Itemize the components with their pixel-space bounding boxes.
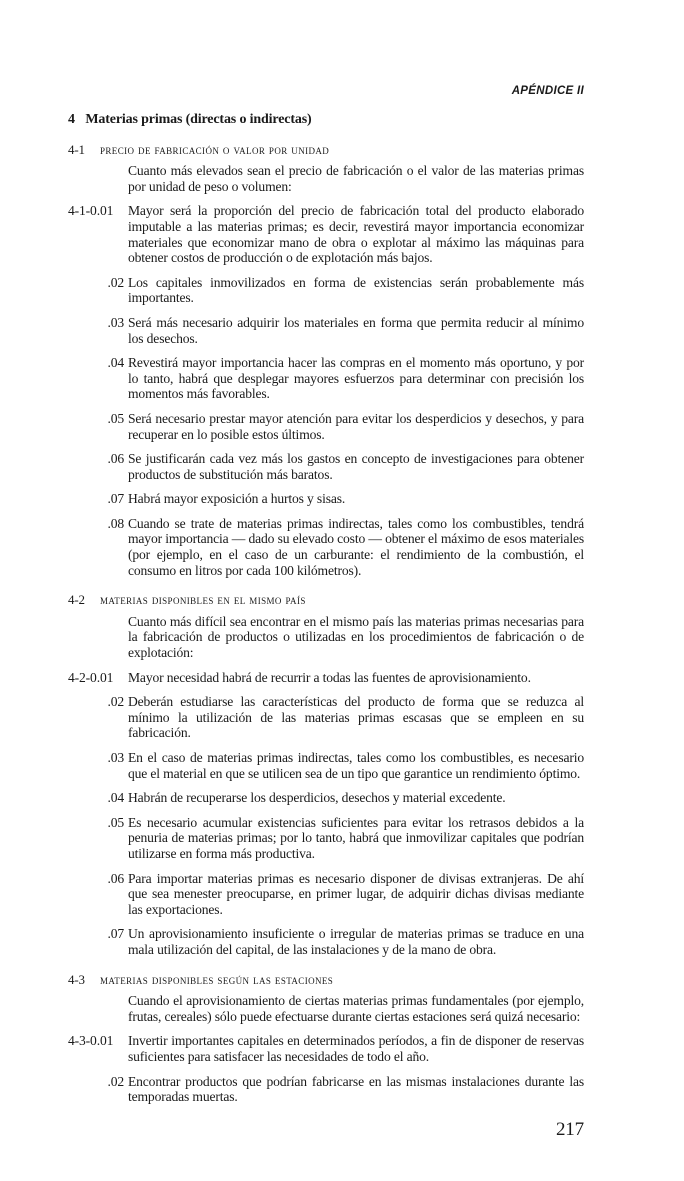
item-text: Un aprovisionamiento insuficiente o irregular de materias primas se traduce en una mala utilización del capital, de las instalaciones y de la mano de obra. [128, 926, 584, 957]
item-number: .03 [107, 750, 124, 765]
item-number: .06 [107, 870, 124, 886]
list-item [60, 1074, 584, 1105]
item-text: Deberán estudiarse las características del producto de forma que se reduzca al mínimo la utilización de las materias primas escasas que se empleen en su fabricación. [128, 694, 584, 741]
item-number: 4-3-0.01 [68, 1033, 114, 1049]
list-item [60, 815, 584, 862]
list-item [60, 926, 584, 957]
item-text: Será más necesario adquirir los materiales en forma que permita reducir al mínimo los desechos. [128, 314, 584, 346]
subsection-intro: Cuanto más elevados sean el precio de fabricación o el valor de las materias primas por unidad de peso o volumen: [128, 163, 584, 194]
item-text: Habrá mayor exposición a hurtos y sisas. [128, 491, 346, 507]
list-item [60, 1033, 584, 1064]
item-text: Habrán de recuperarse los desperdicios, desechos y material excedente. [128, 790, 506, 806]
item-text: Se justificarán cada vez más los gastos en concepto de investigaciones para obtener productos de substitución más baratos. [128, 451, 584, 482]
subsection-intro: Cuanto más difícil sea encontrar en el mismo país las materias primas necesarias para la fabricación de productos o utilizadas en los procedimientos de fabricación o de explotación: [128, 613, 584, 661]
item-number: .02 [107, 274, 124, 290]
subsection-heading [68, 142, 584, 158]
list-item [60, 275, 584, 306]
item-number: .06 [107, 451, 124, 467]
item-text: Los capitales inmovilizados en forma de existencias serán probablemente más importantes. [128, 274, 584, 306]
running-header: APÉNDICE II [511, 85, 584, 97]
item-text: Invertir importantes capitales en determinados períodos, a fin de disponer de reservas suficientes para satisfacer las necesidades de todo el año. [128, 1033, 584, 1064]
list-item [60, 315, 584, 346]
section-title: Materias primas (directas o indirectas) [85, 112, 312, 127]
list-item [60, 790, 584, 806]
item-text: Mayor será la proporción del precio de fabricación total del producto elaborado imputable a las materias primas; es decir, revestirá mayor importancia economizar materiales que economizar mano de obra o explotar al máximo las máquinas para obtener costos de producción o de explotación más bajos. [128, 203, 584, 266]
subsection-title: materias disponibles según las estaciones [100, 971, 334, 987]
item-text: Es necesario acumular existencias suficientes para evitar los retrasos debidos a la penuria de materias primas; por lo tanto, habrá que inmovilizar capitales que podrían utilizarse en forma más productiva. [128, 814, 584, 861]
list-item [60, 694, 584, 741]
item-number: .03 [107, 314, 124, 330]
item-text: En el caso de materias primas indirectas, tales como los combustibles, es necesario que el material en que se utilicen sea de un tipo que garantice un rendimiento óptimo. [128, 750, 584, 781]
item-number: .08 [107, 515, 124, 531]
section-number: 4 [68, 112, 75, 127]
list-item [60, 516, 584, 578]
item-number: .04 [107, 355, 124, 371]
page-number: 217 [555, 1118, 584, 1140]
list-item [60, 411, 584, 442]
item-text: Para importar materias primas es necesario disponer de divisas extranjeras. De ahí que sea menester preocuparse, en primer lugar, de adquirir dichas divisas mediante las exportaciones. [128, 870, 584, 917]
list-item [60, 750, 584, 781]
item-text: Revestirá mayor importancia hacer las compras en el momento más oportuno, y por lo tanto, habrá que desplegar mayores esfuerzos para determinar con precisión los momentos más favorables. [128, 355, 584, 402]
subsection-number: 4-2 [68, 592, 85, 608]
item-number: .04 [107, 790, 124, 806]
subsection-title: precio de fabricación o valor por unidad [100, 141, 330, 157]
item-number: .02 [107, 694, 124, 710]
item-text: Cuando se trate de materias primas indirectas, tales como los combustibles, tendrá mayor importancia — dado su elevado costo — obtener el máximo de esos materiales (por ejemplo, en el caso de un carburante: el rendimiento de la combustión, el consumo en litros por cada 100 kilómetros). [128, 515, 584, 578]
item-number: .07 [107, 926, 124, 942]
item-number: .02 [107, 1073, 124, 1089]
section-heading [68, 112, 584, 128]
subsection-number: 4-1 [68, 141, 85, 157]
document-body [60, 142, 584, 1105]
item-number: .05 [107, 814, 124, 830]
list-item [60, 491, 584, 507]
item-text: Encontrar productos que podrían fabricarse en las mismas instalaciones durante las temporadas muertas. [128, 1073, 584, 1105]
item-text: Será necesario prestar mayor atención para evitar los desperdicios y desechos, y para recuperar en lo posible estos últimos. [128, 410, 584, 442]
item-number: 4-1-0.01 [68, 203, 114, 219]
item-number: .07 [107, 491, 124, 507]
subsection-heading [68, 592, 584, 608]
subsection-number: 4-3 [68, 971, 85, 987]
subsection-title: materias disponibles en el mismo país [100, 592, 306, 608]
subsection-heading [68, 972, 584, 988]
list-item [60, 355, 584, 402]
list-item [60, 670, 584, 686]
list-item [60, 203, 584, 265]
list-item [60, 451, 584, 482]
item-number: 4-2-0.01 [68, 669, 114, 685]
item-text: Mayor necesidad habrá de recurrir a todas las fuentes de aprovisionamiento. [128, 669, 531, 685]
list-item [60, 871, 584, 918]
item-number: .05 [107, 410, 124, 426]
subsection-intro: Cuando el aprovisionamiento de ciertas materias primas fundamentales (por ejemplo, frutas, cereales) sólo puede efectuarse durante ciertas estaciones será quizá necesario: [128, 993, 584, 1024]
